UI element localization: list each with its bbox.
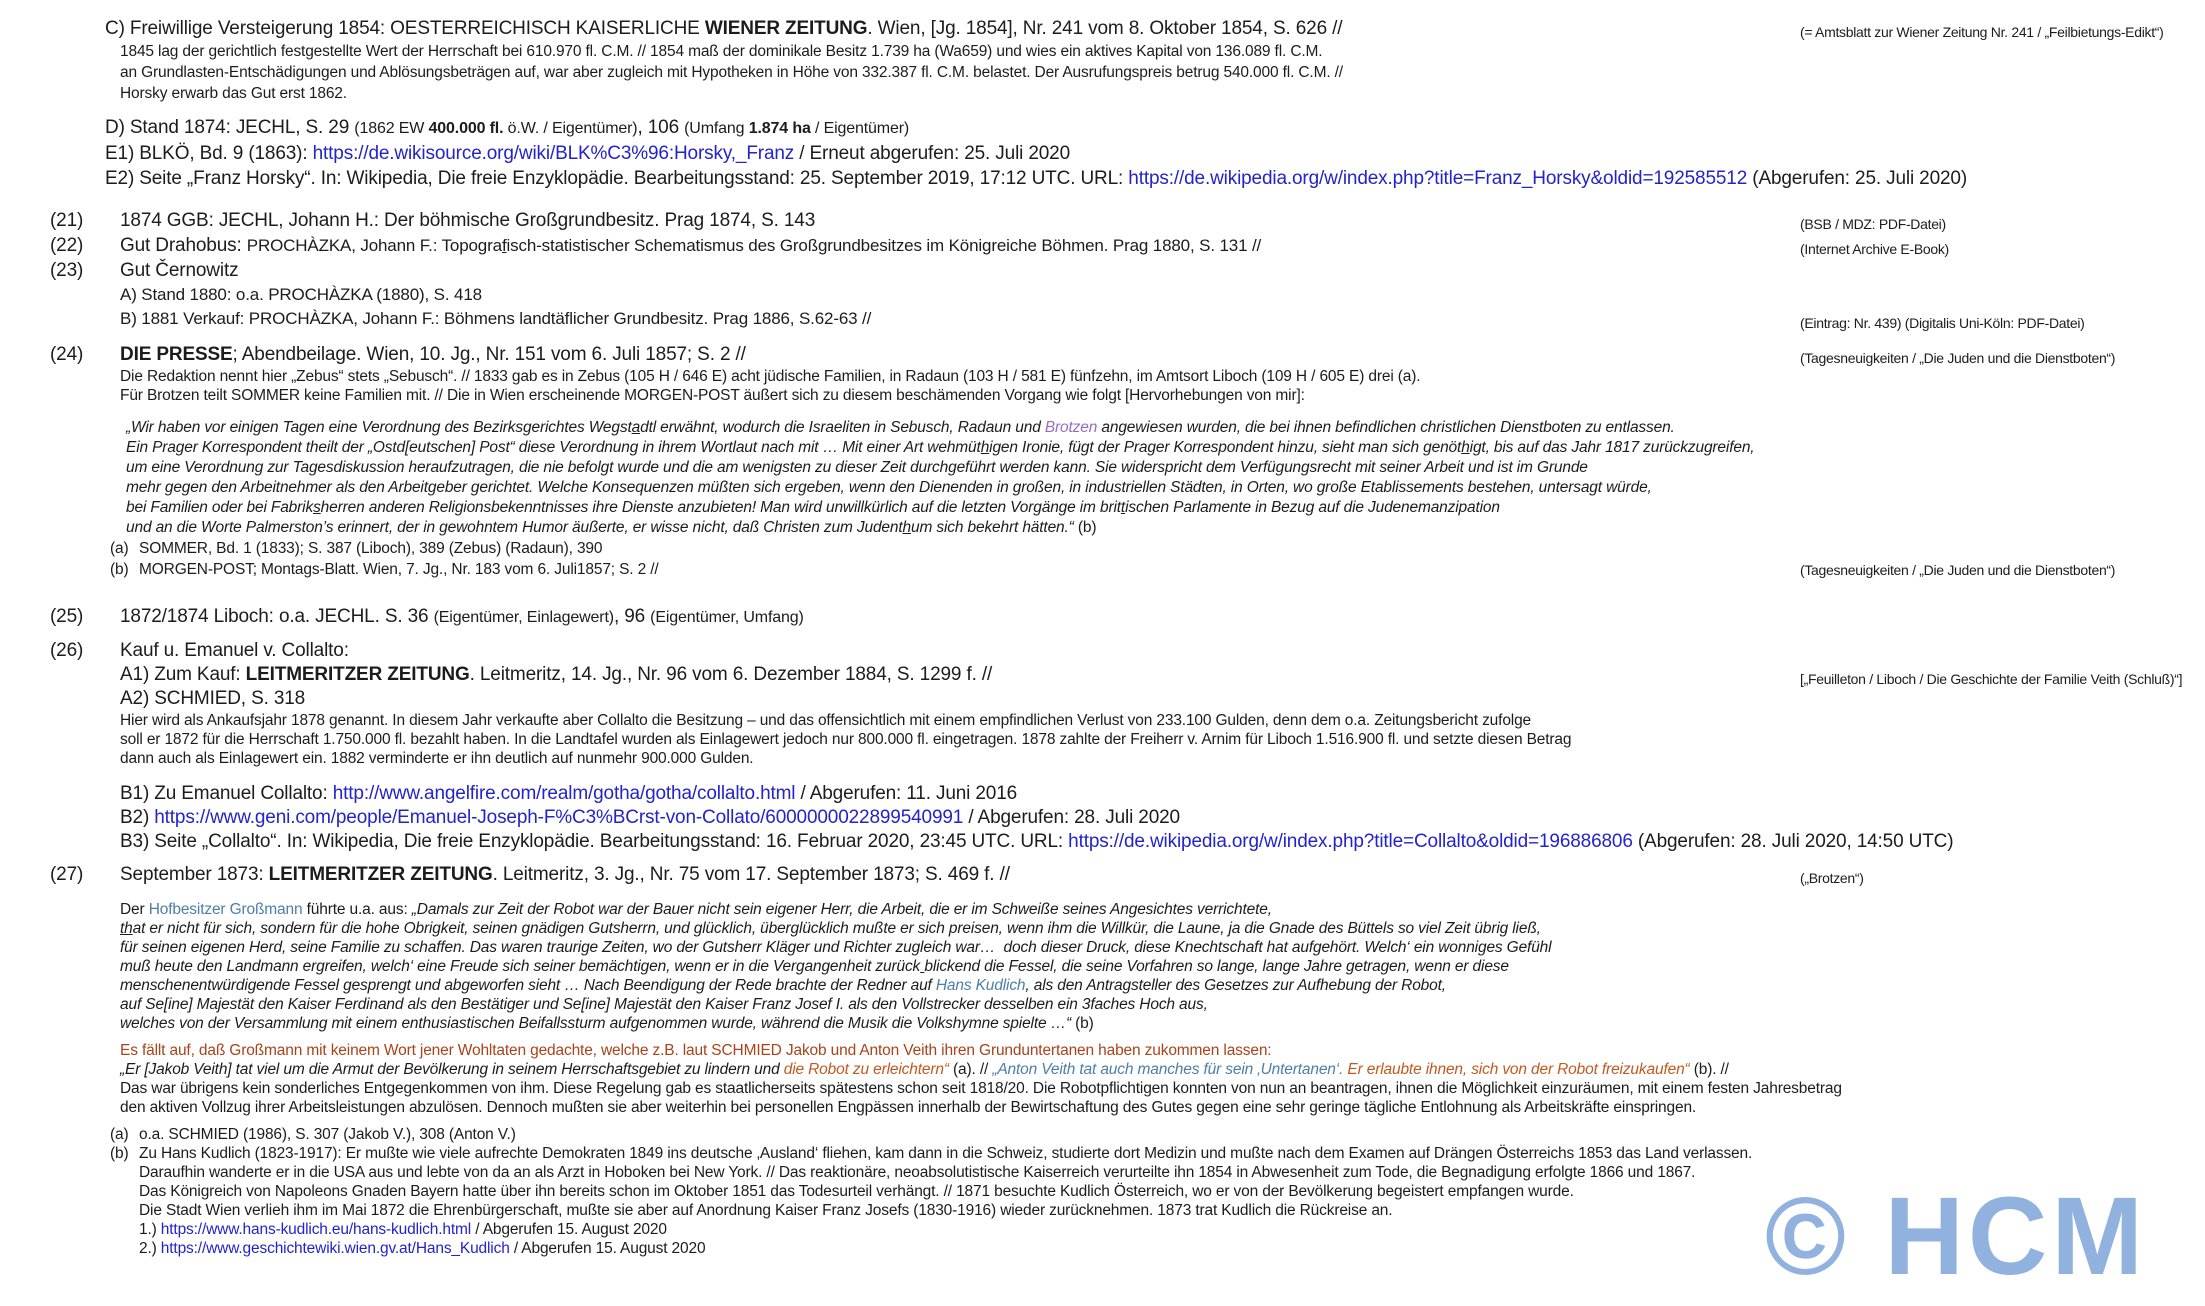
text-segment: A) Stand 1880: o.a. PROCHÀZKA (1880), S. 418: [120, 285, 482, 304]
text-segment: a: [631, 419, 641, 436]
text-segment: f: [501, 236, 507, 255]
text-segment: B1) Zu Emanuel Collalto:: [120, 783, 333, 804]
text-segment: (Umfang: [684, 120, 749, 137]
text-segment: o.a. SCHMIED (1986), S. 307 (Jakob V.), 308 (Anton V.): [139, 1126, 516, 1143]
text-segment: menschenentwürdigende Fessel gesprengt und abgeworfen sieht … Nach Beendigung der Rede brachte der Redner auf: [120, 977, 936, 994]
entry-26: [0, 638, 2205, 663]
text-segment: „Damals zur Zeit der Robot war der Bauer nicht sein eigener Herr, die Arbeit, die er im Schweiße seines Angesichtes verrichtete,: [411, 901, 1272, 918]
margin-note: [„Feuilleton / Liboch / Die Geschichte der Familie Veith (Schluß)“]: [1800, 671, 2183, 687]
text-segment: 1872/1874 Liboch: o.a. JECHL. S. 36: [120, 606, 434, 627]
text-segment: 1.874 ha: [748, 120, 811, 137]
entry-26-comment-3: [0, 749, 2205, 768]
text-segment: B3) Seite „Collalto“. In: Wikipedia, Die freie Enzyklopädie. Bearbeitungsstand: 16. Februar 2020, 23:45 UTC. URL:: [120, 831, 1069, 852]
text-segment: PROCHÀZKA, Johann F.: Topogra: [246, 236, 502, 255]
text-segment: Gut Černowitz: [120, 260, 239, 281]
text-segment: September 1873:: [120, 864, 269, 885]
entry-26-a1: [0, 663, 2205, 687]
text-segment: / Erneut abgerufen: 25. Juli 2020: [794, 143, 1071, 164]
entry-26-b1: [0, 782, 2205, 806]
entry-e2: [0, 166, 2205, 191]
text-segment: s: [313, 499, 321, 516]
text-segment: dann auch als Einlagewert ein. 1882 verminderte er ihn deutlich auf nunmehr 900.000 Gulden.: [120, 750, 754, 767]
text-segment: Hans Kudlich: [935, 977, 1026, 994]
text-segment: (a). //: [948, 1061, 993, 1078]
text-segment: LEITMERITZER ZEITUNG: [245, 664, 470, 685]
text-segment: Das Königreich von Napoleons Gnaden Bayern hatte über ihn bereits schon im Oktober 1851 das Todesurteil verhängt. // 1871 besuchte Kudlich Österreich, wo er von der Bevölkerung begeistert empfangen wurde.: [139, 1183, 1574, 1200]
comment-robot-1: [0, 1041, 2205, 1060]
text-segment: ; Abendbeilage. Wien, 10. Jg., Nr. 151 vom 6. Juli 1857; S. 2 //: [232, 344, 746, 365]
margin-note: (Tagesneuigkeiten / „Die Juden und die Dienstboten“): [1800, 562, 2116, 578]
text-segment: ö.W. / Eigentümer): [503, 120, 638, 137]
speech-grossmann-1: [0, 900, 2205, 919]
text-segment: mehr gegen den Arbeitnehmer als den Arbeitgeber gerichtet. Welche Konsequenzen müßten sich ergeben, wenn den Dienenden in großen, in industriellen Städten, in Orten, wo große Etablissements bestehen, untersagt würde,: [126, 479, 1652, 496]
item-number: (24): [50, 344, 84, 365]
hyperlink[interactable]: https://de.wikisource.org/wiki/BLK%C3%96:Horsky,_Franz: [312, 143, 795, 164]
comment-robot-4: [0, 1098, 2205, 1117]
text-segment: DIE PRESSE: [120, 344, 233, 365]
margin-note: (Tagesneuigkeiten / „Die Juden und die Dienstboten“): [1800, 350, 2116, 366]
quote-morgenpost-3: [0, 458, 2205, 478]
text-segment: . Leitmeritz, 14. Jg., Nr. 96 vom 6. Dezember 1884, S. 1299 f. //: [469, 664, 993, 685]
text-segment: (b). //: [1689, 1061, 1729, 1078]
speech-grossmann-7: [0, 1014, 2205, 1033]
text-segment: um eine Verordnung zur Tagesdiskussion heraufzutragen, die nie befolgt wurde und die am wenigsten zu dieser Zeit durchgeführt werden kann. Sie widerspricht dem Verfügungsrecht mit seiner Arbeit und ist im Grunde: [126, 459, 1588, 476]
text-segment: für seinen eigenen Herd, seine Familie zu schaffen. Das waren traurige Zeiten, wo der Gutsherr Kläger und Richter zugleich war… doch dieser Druck, diese Knechtschaft hat aufgehört. Welch‘ ein wonniges Gefühl: [120, 939, 1552, 956]
text-segment: E2) Seite „Franz Horsky“. In: Wikipedia, Die freie Enzyklopädie. Bearbeitungsstand: 25. September 2019, 17:12 UTC. URL:: [105, 168, 1129, 189]
text-segment: Es fällt auf, daß Großmann mit keinem Wort jener Wohltaten gedachte, welche z.B. laut SCHMIED Jakob und Anton Veith ihren Grunduntertanen haben zukommen lassen:: [120, 1042, 1272, 1059]
text-segment: th: [120, 920, 133, 937]
entry-21: [0, 208, 2205, 233]
text-segment: Die Redaktion nennt hier „Zebus“ stets „Sebusch“. // 1833 gab es in Zebus (105 H / 646 E) acht jüdische Familien, in Radaun (103 H / 581 E) fünfzehn, im Amtsort Liboch (109 H / 605 E) drei (a).: [120, 368, 1421, 385]
text-segment: igt, bis auf das Jahr 1817 zurückzugreifen,: [1469, 439, 1755, 456]
text-segment: igen Ironie, fügt der Prager Korrespondent hinzu, sieht man sich genöt: [989, 439, 1462, 456]
text-segment: Ein Prager Korrespondent theilt der „Ostd[eutschen] Post“ diese Verordnung in ihrem Wortlaut nach mit … Mit einer Art wehmüt: [126, 439, 981, 456]
comment-robot-3: [0, 1079, 2205, 1098]
item-number: (25): [50, 606, 84, 627]
text-segment: „Anton Veith tat auch manches für sein ‚Untertanen‘.: [992, 1061, 1344, 1078]
margin-note: („Brotzen“): [1800, 870, 1864, 886]
text-segment: Für Brotzen teilt SOMMER keine Familien mit. // Die in Wien erscheinende MORGEN-POST äußert sich zu diesem beschämenden Vorgang wie folgt [Hervorhebungen von mir]:: [120, 387, 1305, 404]
text-segment: B) 1881 Verkauf: PROCHÀZKA, Johann F.: Böhmens landtäflicher Grundbesitz. Prag 1886, S.62-63 //: [120, 309, 872, 328]
text-segment: / Abgerufen: 28. Juli 2020: [963, 807, 1180, 828]
text-segment: Der: [120, 901, 149, 918]
text-segment: / Abgerufen 15. August 2020: [471, 1221, 667, 1238]
quote-morgenpost-2: [0, 438, 2205, 458]
text-segment: Das war übrigens kein sonderliches Entgegenkommen von ihm. Diese Regelung gab es staatlicherseits spätestens schon seit 1818/20. Die Robotpflichtigen konnten von nun an beantragen, ihnen die Möglichkeit einzuräumen, mit einem festen Jahresbetrag: [120, 1080, 1842, 1097]
text-segment: / Eigentümer): [810, 120, 910, 137]
item-number: (21): [50, 210, 84, 231]
entry-26-b3: [0, 830, 2205, 854]
entry-e1: [0, 141, 2205, 166]
text-segment: (b): [1077, 519, 1097, 536]
item-number: (b): [110, 1145, 129, 1162]
speech-grossmann-5: [0, 976, 2205, 995]
text-segment: Kauf u. Emanuel v. Collalto:: [120, 640, 349, 661]
entry-c-heading: [0, 16, 2205, 41]
text-segment: , 106: [637, 117, 685, 138]
footnote-24-b: [0, 559, 2205, 580]
text-segment: muß heute den Landmann ergreifen, welch‘ eine Freude sich seiner bemächtigen, wenn er in die Vergangenheit zurück: [120, 958, 921, 975]
item-number: (27): [50, 864, 84, 885]
item-number: (a): [110, 1126, 129, 1143]
text-segment: 1.): [139, 1221, 161, 1238]
hyperlink[interactable]: https://de.wikipedia.org/w/index.php?title=Collalto&oldid=196886806: [1068, 831, 1633, 852]
text-segment: Hier wird als Ankaufsjahr 1878 genannt. In diesem Jahr verkaufte aber Collalto die Besitzung – und das offensichtlich mit einem empfindlichen Verlust von 233.100 Gulden, denn dem o.a. Zeitungsbericht zufolge: [120, 712, 1532, 729]
text-segment: führte u.a. aus:: [302, 901, 412, 918]
speech-grossmann-2: [0, 919, 2205, 938]
entry-26-comment-2: [0, 730, 2205, 749]
text-segment: ischen Parlamente in Bezug auf die Judenemanzipation: [1125, 499, 1500, 516]
entry-26-a2: [0, 687, 2205, 711]
item-number: (a): [110, 540, 129, 557]
hcm-watermark: © HCM: [1764, 1175, 2147, 1298]
text-segment: soll er 1872 für die Herrschaft 1.750.000 fl. bezahlt haben. In die Landtafel wurden als Einlagewert jedoch nur 800.000 fl. eingetragen. 1878 zahlte der Freiherr v. Arnim für Liboch 1.516.900 fl. und setzte diesen Betrag: [120, 731, 1572, 748]
text-segment: B2): [120, 807, 155, 828]
hyperlink[interactable]: https://www.geni.com/people/Emanuel-Joseph-F%C3%BCrst-von-Collato/6000000022899540991: [154, 807, 964, 828]
text-segment: (Eigentümer, Umfang): [650, 609, 804, 626]
quote-morgenpost-4: [0, 478, 2205, 498]
text-segment: h: [980, 439, 990, 456]
text-segment: „Er [Jakob Veith] tat viel um die Armut der Bevölkerung in seinem Herrschaftsgebiet zu lindern und: [120, 1061, 784, 1078]
entry-26-comment-1: [0, 711, 2205, 730]
text-segment: Die Stadt Wien verlieh ihm im Mai 1872 die Ehrenbürgerschaft, mußte sie aber auf Anordnung Kaiser Franz Josefs (1830-1916) wieder zurücknehmen. 1873 trat Kudlich die Rückreise an.: [139, 1202, 1393, 1219]
entry-23-a: [0, 283, 2205, 307]
text-segment: / Abgerufen 15. August 2020: [509, 1240, 706, 1257]
text-segment: WIENER ZEITUNG: [704, 18, 868, 39]
text-segment: , 96: [613, 606, 651, 627]
text-segment: E1) BLKÖ, Bd. 9 (1863):: [105, 143, 313, 164]
hyperlink[interactable]: http://www.angelfire.com/realm/gotha/gotha/collalto.html: [332, 783, 796, 804]
margin-note: (BSB / MDZ: PDF-Datei): [1800, 216, 1946, 232]
text-segment: SOMMER, Bd. 1 (1833); S. 387 (Liboch), 389 (Zebus) (Radaun), 390: [139, 540, 603, 557]
text-segment: A1) Zum Kauf:: [120, 664, 246, 685]
text-segment: den aktiven Vollzug ihrer Arbeitsleistungen abzulösen. Dennoch mußten sie aber weiterhin bei personellen Engpässen innerhalb der Bewirtschaftung des Gutes gegen eine sehr geringe tägliche Entlohnung als Arbeitskräfte einspringen.: [120, 1099, 1697, 1116]
text-segment: . Wien, [Jg. 1854], Nr. 241 vom 8. Oktober 1854, S. 626 //: [867, 18, 1343, 39]
entry-27: [0, 862, 2205, 887]
entry-22: [0, 233, 2205, 258]
entry-23-b: [0, 307, 2205, 331]
text-segment: Daraufhin wanderte er in die USA aus und lebte von da an als Arzt in Hoboken bei New York. // Das reaktionäre, neoabsolutistische Kaiserreich verurteilte ihn 1854 in Abwesenheit zum Tode, die Begnadigung erfolgte 1866 und 1867.: [139, 1164, 1696, 1181]
hyperlink[interactable]: https://www.geschichtewiki.wien.gv.at/Hans_Kudlich: [160, 1240, 510, 1257]
text-segment: 1845 lag der gerichtlich festgestellte Wert der Herrschaft bei 610.970 fl. C.M. // 1854 maß der dominikale Besitz 1.739 ha (Wa659) und wies ein aktives Kapital von 136.089 fl. C.M.: [120, 43, 1323, 60]
text-segment: um sich bekehrt hätten.“: [911, 519, 1078, 536]
text-segment: angewiesen wurden, die bei ihnen befindlichen christlichen Dienstboten zu entlassen.: [1097, 419, 1675, 436]
text-segment: , als den Antragsteller des Gesetzes zur Aufhebung der Robot,: [1025, 977, 1446, 994]
text-segment: 2.): [139, 1240, 161, 1257]
text-segment: (Eigentümer, Einlagewert): [433, 609, 614, 626]
text-segment: Gut Drahobus:: [120, 235, 247, 256]
entry-24-comment-2: [0, 386, 2205, 405]
text-segment: blickend die Fessel, die seine Vorfahren so lange, lange Jahre getragen, wenn er diese: [924, 958, 1509, 975]
text-segment: (Abgerufen: 25. Juli 2020): [1747, 168, 1968, 189]
entry-d: [0, 115, 2205, 141]
text-segment: C) Freiwillige Versteigerung 1854: OESTERREICHISCH KAISERLICHE: [105, 18, 705, 39]
text-segment: 400.000 fl.: [428, 120, 504, 137]
text-segment: / Abgerufen: 11. Juni 2016: [795, 783, 1018, 804]
text-segment: herren anderen Religionsbekenntnisses ihre Dienste anzubieten! Man wird unwillkürlich auf die letzten Vorgänge im brit: [320, 499, 1121, 516]
text-segment: t: [1120, 499, 1126, 516]
hyperlink[interactable]: https://www.hans-kudlich.eu/hans-kudlich.html: [160, 1221, 472, 1238]
quote-morgenpost-5: [0, 498, 2205, 518]
quote-morgenpost-1: [0, 418, 2205, 438]
text-segment: die Robot zu erleichtern“: [783, 1061, 949, 1078]
text-segment: 1874 GGB: JECHL, Johann H.: Der böhmische Großgrundbesitz. Prag 1874, S. 143: [120, 210, 816, 231]
text-segment: dtl erwähnt, wodurch die Israeliten in Sebusch, Radaun und: [640, 419, 1045, 436]
text-segment: welches von der Versammlung mit einem enthusiastischen Beifallssturm aufgenommen wurde, während die Musik die Volkshymne spielte …“: [120, 1015, 1076, 1032]
margin-note: (= Amtsblatt zur Wiener Zeitung Nr. 241 / „Feilbietungs-Edikt“): [1800, 24, 2164, 40]
text-segment: . Leitmeritz, 3. Jg., Nr. 75 vom 17. September 1873; S. 469 f. //: [492, 864, 1010, 885]
text-segment: bei Familien oder bei Fabrik: [126, 499, 314, 516]
text-segment: Hofbesitzer Großmann: [148, 901, 303, 918]
text-segment: und an die Worte Palmerston’s erinnert, der in gewohntem Humor äußerte, er wisse nicht, daß Christen zum Judent: [126, 519, 903, 536]
item-number: (23): [50, 260, 84, 281]
text-segment: an Grundlasten-Entschädigungen und Ablösungsbeträgen auf, war aber zugleich mit Hypotheken in Höhe von 332.387 fl. C.M. belastet. Der Ausrufungspreis betrug 540.000 fl. C.M. //: [120, 64, 1343, 81]
text-segment: Horsky erwarb das Gut erst 1862.: [120, 85, 347, 102]
text-segment: (1862 EW: [354, 120, 429, 137]
margin-note: (Eintrag: Nr. 439) (Digitalis Uni-Köln: PDF-Datei): [1800, 315, 2085, 331]
item-number: (26): [50, 640, 84, 661]
text-segment: Er erlaubte ihnen, sich von der Robot freizukaufen“: [1343, 1061, 1690, 1078]
footnote-27-a: [0, 1125, 2205, 1144]
footnote-24-a: [0, 538, 2205, 559]
text-segment: h: [902, 519, 911, 536]
text-segment: A2) SCHMIED, S. 318: [120, 688, 306, 709]
text-segment: D) Stand 1874: JECHL, S. 29: [105, 117, 355, 138]
text-segment: h: [1461, 439, 1470, 456]
speech-grossmann-4: [0, 957, 2205, 976]
entry-25: [0, 604, 2205, 630]
quote-morgenpost-6: [0, 518, 2205, 538]
item-number: (22): [50, 235, 84, 256]
entry-24-comment-1: [0, 367, 2205, 386]
text-segment: isch-statistischer Schematismus des Großgrundbesitzes im Königreiche Böhmen. Prag 1880, S. 131 //: [506, 236, 1262, 255]
text-segment: LEITMERITZER ZEITUNG: [268, 864, 493, 885]
text-segment: Brotzen: [1044, 419, 1098, 436]
text-segment: MORGEN-POST; Montags-Blatt. Wien, 7. Jg., Nr. 183 vom 6. Juli1857; S. 2 //: [139, 561, 659, 578]
text-segment: (b): [1075, 1015, 1094, 1032]
speech-grossmann-3: [0, 938, 2205, 957]
footnote-27-b: [0, 1144, 2205, 1163]
hyperlink[interactable]: https://de.wikipedia.org/w/index.php?title=Franz_Horsky&oldid=192585512: [1128, 168, 1748, 189]
text-segment: „Wir haben vor einigen Tagen eine Verordnung des Bezirksgerichtes Wegst: [126, 419, 632, 436]
entry-24: [0, 342, 2205, 367]
entry-c-detail-1: [0, 41, 2205, 62]
entry-c-detail-3: [0, 83, 2205, 104]
text-segment: at er nicht für sich, sondern für die hohe Obrigkeit, seinen gnädigen Gutsherrn, und glücklich, überglücklich mußte er sich preisen, wenn ihm die Willkür, die Laune, ja die Gnade des Büttels so viel Zeit übrig ließ,: [132, 920, 1541, 937]
entry-23: [0, 258, 2205, 283]
speech-grossmann-6: [0, 995, 2205, 1014]
margin-note: (Internet Archive E-Book): [1800, 241, 1949, 257]
entry-26-b2: [0, 806, 2205, 830]
text-segment: auf Se[ine] Majestät den Kaiser Ferdinand als den Bestätiger und Se[ine] Majestät den Kaiser Franz Josef I. als den Vollstrecker desselben ein 3faches Hoch aus,: [120, 996, 1208, 1013]
entry-c-detail-2: [0, 62, 2205, 83]
text-segment: Zu Hans Kudlich (1823-1917): Er mußte wie viele aufrechte Demokraten 1849 ins deutsche ‚Ausland‘ fliehen, kam dann in die Schweiz, studierte dort Medizin und mußte nach dem Examen auf Drängen Österreichs 1853 das Land verlassen.: [139, 1145, 1753, 1162]
item-number: (b): [110, 561, 129, 578]
text-segment: (Abgerufen: 28. Juli 2020, 14:50 UTC): [1632, 831, 1954, 852]
comment-robot-2: [0, 1060, 2205, 1079]
